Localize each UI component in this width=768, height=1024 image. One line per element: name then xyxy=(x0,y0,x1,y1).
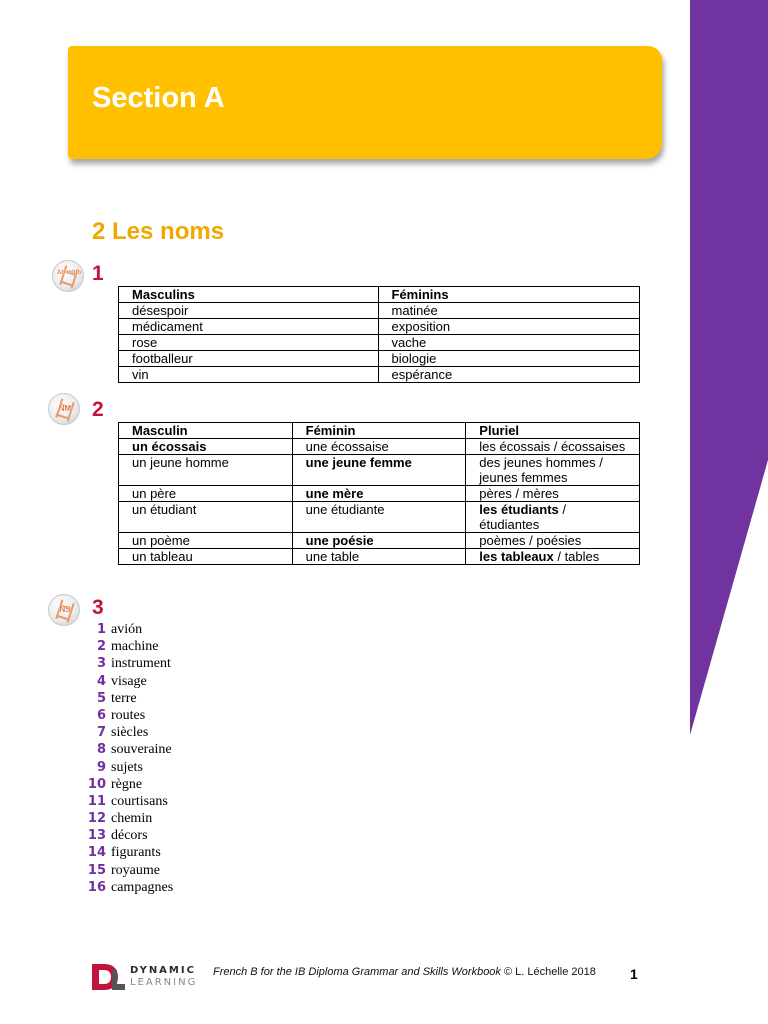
table-cell: vin xyxy=(119,367,379,383)
table-cell: un poème xyxy=(119,533,293,549)
book-title: French B for the IB Diploma Grammar and Skills Workbook xyxy=(213,966,501,978)
section-title: 2 Les noms xyxy=(92,218,225,245)
cell-text: poèmes / poésies xyxy=(479,533,582,548)
list-item: 12 chemin xyxy=(87,811,153,827)
table-cell: matinée xyxy=(378,303,639,319)
table-cell: vache xyxy=(378,335,639,351)
list-item: 1 avión xyxy=(96,622,143,637)
cell-answer: les étudiants xyxy=(479,502,559,517)
table-row xyxy=(119,549,640,565)
column-header: Féminin xyxy=(292,423,466,439)
side-decoration-band xyxy=(690,0,768,735)
table-cell xyxy=(466,486,640,502)
dynamic-learning-logo-icon xyxy=(90,962,126,992)
table-cell: désespoir xyxy=(119,303,379,319)
column-header: Masculins xyxy=(119,287,379,303)
copyright: © L. Léchelle 2018 xyxy=(500,966,596,978)
list-item: 9 sujets xyxy=(96,759,143,775)
table-cell xyxy=(466,502,640,533)
cell-text: les écossais / écossaises xyxy=(479,439,626,454)
list-item: 11 courtisans xyxy=(87,793,168,809)
table-row xyxy=(119,486,640,502)
table-row xyxy=(119,533,640,549)
table-genders-1 xyxy=(118,286,640,383)
table-cell xyxy=(466,455,640,486)
question-number: 1 xyxy=(92,262,104,285)
list-item: 16 campagnes xyxy=(87,879,174,895)
table-cell: médicament xyxy=(119,319,379,335)
table-cell: un tableau xyxy=(119,549,293,565)
cell-text: / tables xyxy=(553,549,600,564)
list-item: 14 figurants xyxy=(87,845,161,861)
table-cell: un écossais xyxy=(119,439,293,455)
table-cell: une étudiante xyxy=(292,502,466,533)
table-header-row xyxy=(119,423,640,439)
cell-answer: les tableaux xyxy=(479,549,554,564)
table-cell: biologie xyxy=(378,351,639,367)
list-item: 8 souveraine xyxy=(96,742,172,758)
cell-text: pères / mères xyxy=(479,486,559,501)
list-item: 3 instrument xyxy=(96,656,171,672)
section-banner xyxy=(68,46,662,159)
table-cell: un étudiant xyxy=(119,502,293,533)
table-cell: une écossaise xyxy=(292,439,466,455)
banner-title: Section A xyxy=(92,82,225,114)
table-row xyxy=(119,351,640,367)
table-cell xyxy=(466,439,640,455)
table-cell: rose xyxy=(119,335,379,351)
cell-text: des jeunes hommes / jeunes femmes xyxy=(479,455,603,485)
question-number: 3 xyxy=(92,596,104,619)
level-badge-ns: NS xyxy=(59,605,71,614)
ladder-icon xyxy=(52,260,84,292)
page-number: 1 xyxy=(630,966,638,982)
table-cell: espérance xyxy=(378,367,639,383)
ladder-icon xyxy=(48,594,80,626)
list-item: 5 terre xyxy=(96,690,137,706)
footer-credit xyxy=(213,966,596,978)
table-cell: un père xyxy=(119,486,293,502)
table-row xyxy=(119,303,640,319)
table-row xyxy=(119,319,640,335)
list-item: 10 règne xyxy=(87,776,143,792)
ladder-icon xyxy=(48,393,80,425)
level-badge-nm: NM xyxy=(58,404,72,413)
list-item: 2 machine xyxy=(96,639,159,655)
column-header: Féminins xyxy=(378,287,639,303)
list-item: 4 visage xyxy=(96,673,147,689)
answer-list xyxy=(84,620,173,895)
column-header: Masculin xyxy=(119,423,293,439)
level-badge-ab-initio: Ab initio xyxy=(57,270,81,276)
table-cell xyxy=(466,533,640,549)
table-row xyxy=(119,335,640,351)
logo-line-1: DYNAMIC xyxy=(130,965,196,976)
table-cell: une table xyxy=(292,549,466,565)
table-cell: une poésie xyxy=(292,533,466,549)
table-row xyxy=(119,502,640,533)
question-number: 2 xyxy=(92,398,104,421)
table-cell: footballeur xyxy=(119,351,379,367)
list-item: 15 royaume xyxy=(87,862,160,878)
logo-line-2: LEARNING xyxy=(130,977,198,988)
list-item: 7 siècles xyxy=(96,725,149,741)
table-row xyxy=(119,367,640,383)
table-cell: une mère xyxy=(292,486,466,502)
table-cell: une jeune femme xyxy=(292,455,466,486)
table-cell xyxy=(466,549,640,565)
publisher-logo xyxy=(90,962,208,992)
table-genders-2 xyxy=(118,422,640,565)
table-cell: exposition xyxy=(378,319,639,335)
column-header: Pluriel xyxy=(466,423,640,439)
table-cell: un jeune homme xyxy=(119,455,293,486)
cell-text: / étudiantes xyxy=(479,502,566,532)
table-row xyxy=(119,455,640,486)
list-item: 13 décors xyxy=(87,828,148,844)
table-header-row xyxy=(119,287,640,303)
list-item: 6 routes xyxy=(96,707,146,723)
table-row xyxy=(119,439,640,455)
